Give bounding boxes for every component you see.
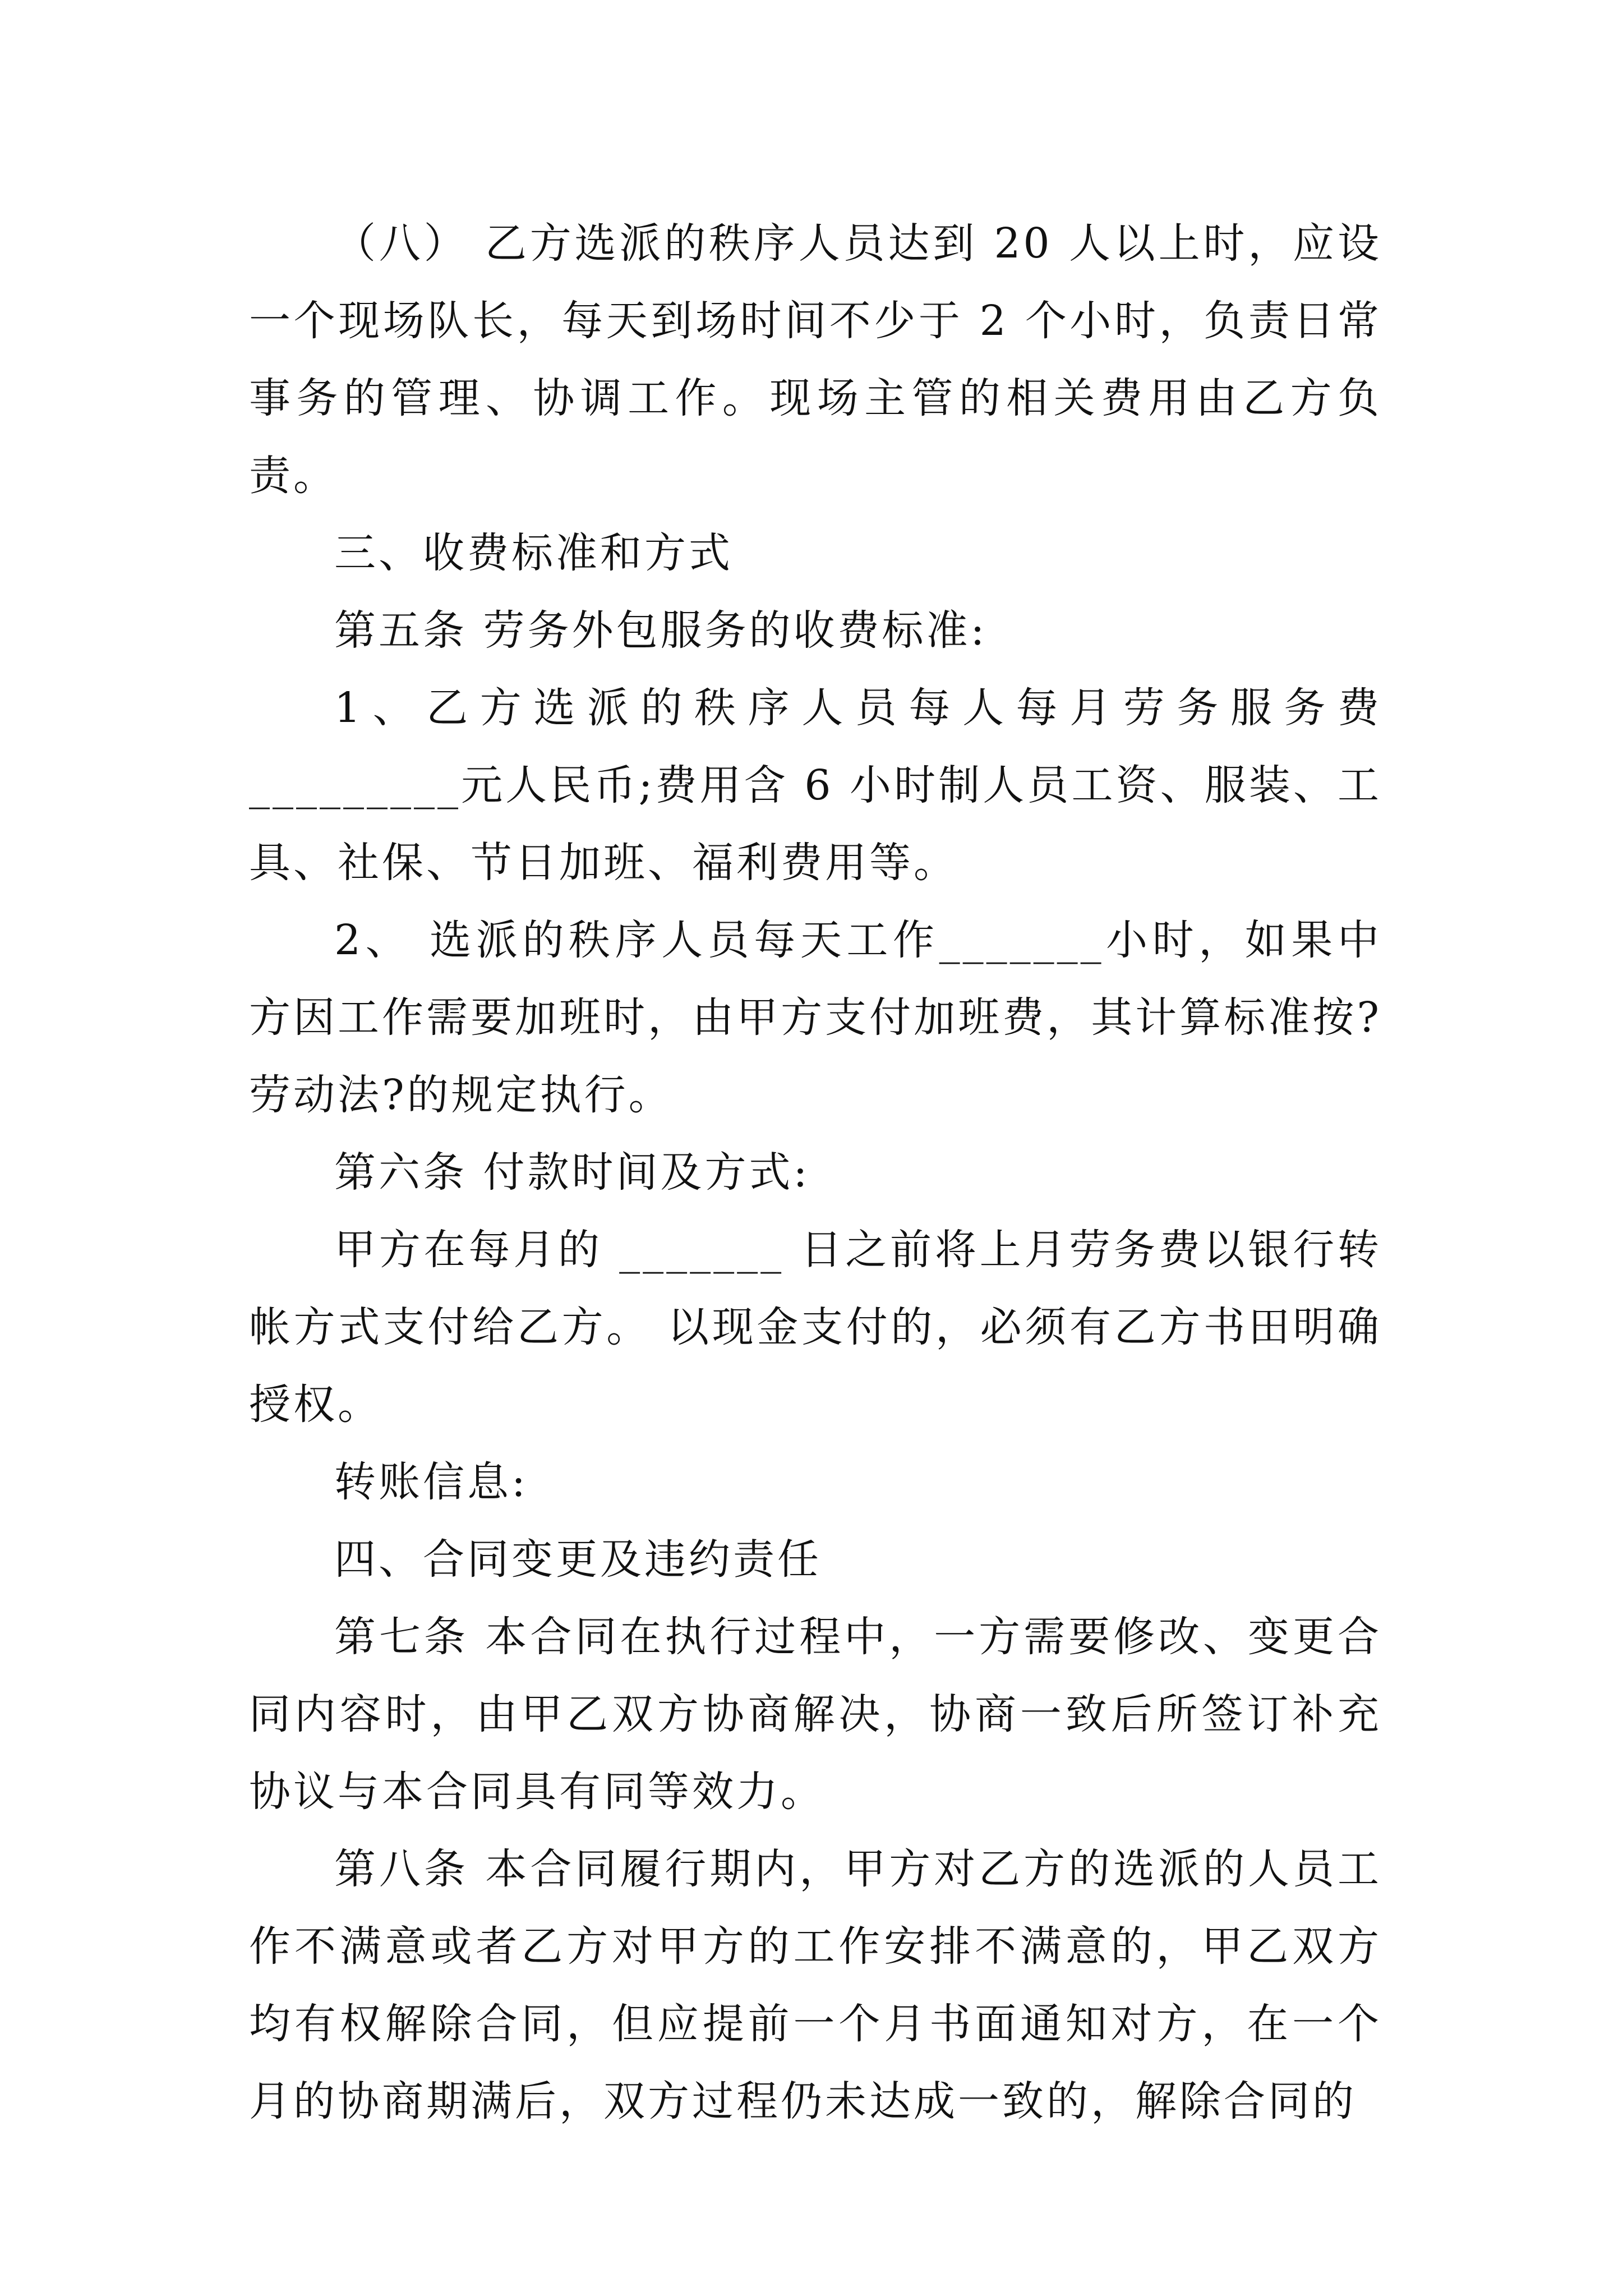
- paragraph-item-8-clause: （八） 乙方选派的秩序人员达到 20 人以上时，应设一个现场队长，每天到场时间不少于 2 个小时，负责日常事务的管理、协调工作。现场主管的相关费用由乙方负责。: [249, 219, 1382, 500]
- transfer-info-label: 转账信息:: [334, 1458, 528, 1506]
- article-6-body: 甲方在每月的 _______ 日之前将上月劳务费以银行转帐方式支付给乙方。 以现金支付的，必须有乙方书田明确授权。: [249, 1226, 1382, 1429]
- article-8-body: 第八条 本合同履行期内，甲方对乙方的选派的人员工作不满意或者乙方对甲方的工作安排不满意的，甲乙双方均有权解除合同，但应提前一个月书面通知对方，在一个月的协商期满后，双方过程仍未达成一致的，解除合同的: [249, 1845, 1382, 2125]
- article-5-item-1: 1、乙方选派的秩序人员每人每月劳务服务费_________元人民币;费用含 6 小时制人员工资、服装、工具、社保、节日加班、福利费用等。: [249, 684, 1382, 887]
- article-5-heading: 第五条 劳务外包服务的收费标准:: [334, 606, 988, 655]
- article-6-heading: 第六条 付款时间及方式:: [334, 1148, 810, 1197]
- document-body: [249, 205, 1382, 2140]
- article-7-body: 第七条 本合同在执行过程中，一方需要修改、变更合同内容时，由甲乙双方协商解决，协商一致后所签订补充协议与本合同具有同等效力。: [249, 1613, 1382, 1816]
- article-5-item-2: 2、 选派的秩序人员每天工作_______小时，如果中方因工作需要加班时，由甲方支付加班费，其计算标准按?劳动法?的规定执行。: [249, 916, 1382, 1119]
- section-heading-fees: 三、收费标准和方式: [334, 529, 733, 577]
- section-heading-changes: 四、合同变更及违约责任: [334, 1535, 822, 1584]
